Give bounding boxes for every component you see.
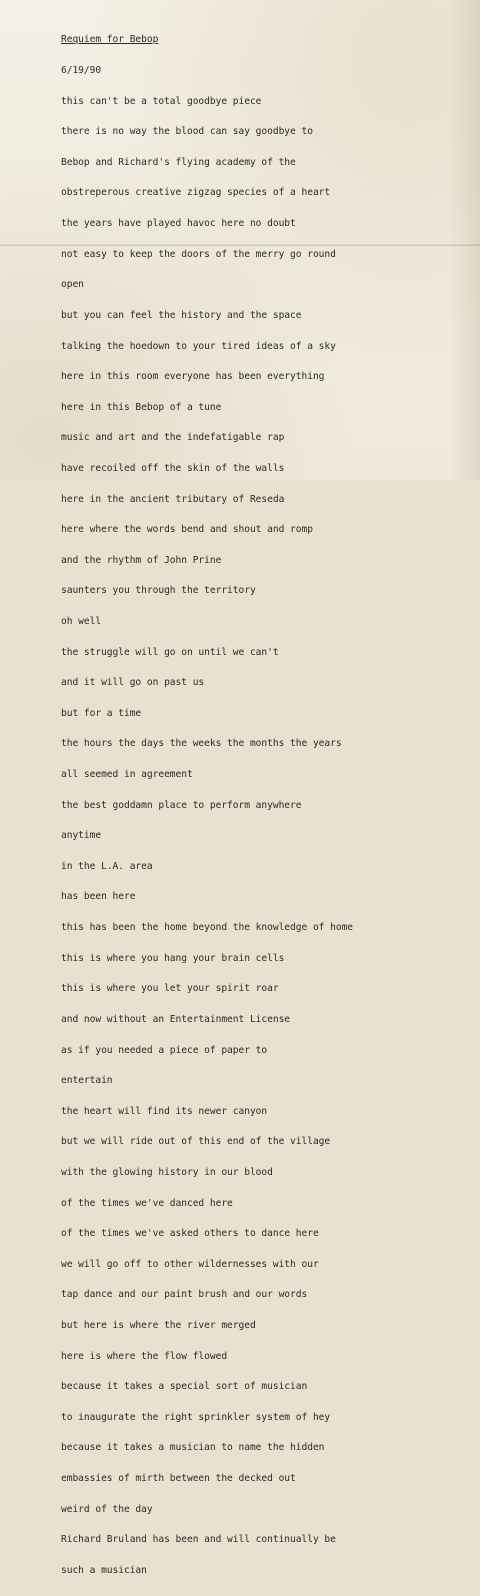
poem-line: the best goddamn place to perform anywhere [61, 799, 302, 811]
poem-line: obstreperous creative zigzag species of a heart [61, 187, 331, 199]
poem-line: embassies of mirth between the decked out [61, 1473, 296, 1485]
poem-line: we will go off to other wildernesses with our [61, 1258, 319, 1270]
poem-line: but we will ride out of this end of the village [61, 1136, 331, 1148]
poem-line: this is where you let your spirit roar [61, 983, 279, 995]
poem-date: 6/19/90 [61, 65, 102, 77]
poem-line: with the glowing history in our blood [61, 1166, 273, 1178]
poem-line: open [61, 279, 84, 291]
poem-line: but for a time [61, 707, 142, 719]
poem-line: of the times we've asked others to dance here [61, 1228, 319, 1240]
poem-line: this is where you hang your brain cells [61, 952, 285, 964]
poem-line: entertain [61, 1075, 113, 1087]
poem-line: oh well [61, 615, 102, 627]
poem-line: tap dance and our paint brush and our words [61, 1289, 308, 1301]
poem-line: the heart will find its newer canyon [61, 1105, 268, 1117]
poem-line: Richard Bruland has been and will continually be [61, 1534, 336, 1546]
poem-line: music and art and the indefatigable rap [61, 432, 285, 444]
poem-line: anytime [61, 830, 102, 842]
poem-line: the hours the days the weeks the months the years [61, 738, 342, 750]
poem-line: all seemed in agreement [61, 769, 193, 781]
poem-line: of the times we've danced here [61, 1197, 233, 1209]
poem-line: Bebop and Richard's flying academy of the [61, 156, 296, 168]
poem-line: the struggle will go on until we can't [61, 646, 279, 658]
poem-line: talking the hoedown to your tired ideas of a sky [61, 340, 336, 352]
poem-line: here is where the flow flowed [61, 1350, 228, 1362]
poem-line: here in the ancient tributary of Reseda [61, 493, 285, 505]
poem-line: but you can feel the history and the space [61, 309, 302, 321]
poem-line: the years have played havoc here no doubt [61, 218, 296, 230]
poem-line: but here is where the river merged [61, 1320, 256, 1331]
poem-line: here in this Bebop of a tune [61, 401, 222, 413]
page-edge-shadow [450, 0, 480, 480]
poem-line: in the L.A. area [61, 860, 153, 872]
poem-line: such a musician [61, 1564, 147, 1576]
poem-line: have recoiled off the skin of the walls [61, 462, 285, 474]
poem-line: saunters you through the territory [61, 585, 256, 597]
poem-line: and the rhythm of John Prine [61, 554, 222, 566]
poem-line: has been here [61, 891, 136, 903]
poem-line: and it will go on past us [61, 677, 205, 689]
poem-line: because it takes a special sort of musician [61, 1381, 308, 1393]
poem-line: because it takes a musician to name the hidden [61, 1442, 325, 1454]
poem-title: Requiem for Bebop [61, 34, 159, 46]
poem-line: here in this room everyone has been everything [61, 371, 325, 383]
poem-line: and now without an Entertainment License [61, 1013, 291, 1025]
poem-line: to inaugurate the right sprinkler system of hey [61, 1411, 331, 1423]
poem-line: as if you needed a piece of paper to [61, 1044, 268, 1056]
poem-line: not easy to keep the doors of the merry go round [61, 248, 336, 260]
poem-line: there is no way the blood can say goodbye to [61, 126, 313, 138]
poem-text [61, 15, 353, 1596]
poem-line: here where the words bend and shout and romp [61, 524, 313, 536]
poem-line: this has been the home beyond the knowledge of home [61, 922, 354, 934]
poem-line: this can't be a total goodbye piece [61, 95, 262, 107]
poem-line: weird of the day [61, 1503, 153, 1515]
